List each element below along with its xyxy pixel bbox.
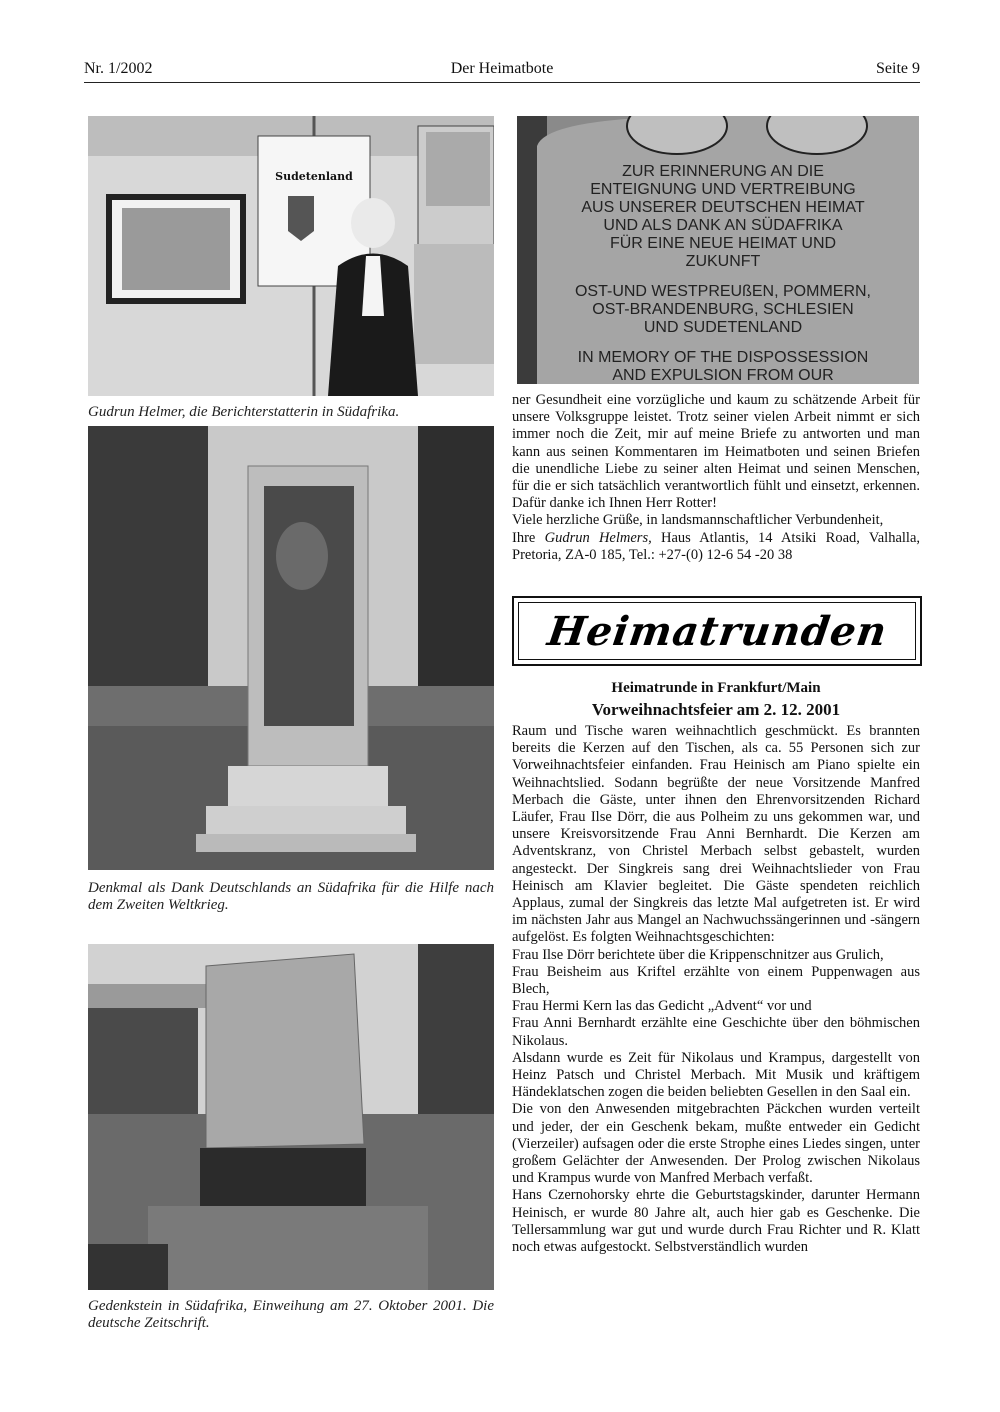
caption-monument: Denkmal als Dank Deutschlands an Südafrika für die Hilfe nach dem Zweiten Weltkrieg. (88, 880, 494, 913)
inscription-line: ZUR ERINNERUNG AN DIE (622, 163, 824, 180)
inscription-text (517, 116, 919, 384)
article-heading: Heimatrunde in Frankfurt/Main (611, 680, 821, 696)
photo-monument (88, 426, 494, 870)
photo-gudrun-helmer (88, 116, 494, 396)
inscription-line: OST-BRANDENBURG, SCHLESIEN (592, 301, 854, 318)
inscription-line: AND EXPULSION FROM OUR (612, 367, 834, 384)
inscription-line: OST-UND WESTPREUßEN, POMMERN, (574, 283, 872, 300)
page-number: Seite 9 (876, 60, 920, 77)
banner-title: Heimatrunden (544, 607, 890, 655)
inscription-line: UND SUDETENLAND (643, 319, 803, 336)
inscription-line: AUS UNSERER DEUTSCHEN HEIMAT (581, 199, 865, 216)
article-paragraph: Frau Ilse Dörr berichtete über die Krippenschnitzer aus Grulich, (512, 946, 884, 963)
inscription-line: IN MEMORY OF THE DISPOSSESSION (577, 349, 869, 366)
article-subheading: Vorweihnachtsfeier am 2. 12. 2001 (591, 700, 841, 719)
inscription-line: ZUKUNFT (685, 253, 761, 270)
section-banner (512, 596, 922, 666)
inscription-line: UND ALS DANK AN SÜDAFRIKA (603, 217, 843, 234)
photo-inscription (517, 116, 919, 384)
publication-title: Der Heimatbote (450, 60, 554, 77)
inscription-line: ENTEIGNUNG UND VERTREIBUNG (590, 181, 856, 198)
inscription-line: FÜR EINE NEUE HEIMAT UND (609, 235, 837, 252)
letter-text (512, 392, 920, 564)
issue-number: Nr. 1/2002 (84, 60, 153, 77)
letter-signature: Ihre Gudrun Helmers, Haus Atlantis, 14 Atsiki Road, Valhalla, Pretoria, ZA-0 185, Tel.: +27-(0) 12-6 54 -20 38 (512, 529, 920, 563)
article-paragraph: Frau Beisheim aus Kriftel erzählte von einem Puppenwagen aus Blech, (512, 963, 920, 998)
caption-gudrun-helmer: Gudrun Helmer, die Berichterstatterin in Südafrika. (88, 404, 400, 420)
letter-paragraph: ner Gesundheit eine vorzügliche und kaum zu schätzende Arbeit für unsere Volksgruppe leistet. Trotz seiner vielen Arbeit nimmt er sich immer noch die Zeit, mir auf meine Briefe zu antworten und man kann aus seinen Kommentaren im Heimatboten und seinen Briefen die unendliche Liebe zu seiner alten Heimat und seinen Menschen, für die er sich tatsächlich verantwortlich fühlt und einsetzt, erkennen. Dafür danke ich Ihnen Herr Rotter! (512, 392, 920, 512)
article-paragraph: Die von den Anwesenden mitgebrachten Päckchen wurden verteilt und jeder, der ein Geschenk bekam, mußte entweder ein Gedicht (Vierzeiler) aufsagen oder die erste Strophe eines Liedes singen, unter großem Gelächter der Anwesenden. Der Prolog zwischen Nikolaus und Krampus wurde von Manfred Merbach verfaßt. (512, 1101, 920, 1187)
signature-name: Gudrun Helmers, (544, 529, 652, 546)
article-paragraph: Hans Czernohorsky ehrte die Geburtstagskinder, darunter Hermann Heinisch, er wurde 80 Jahre alt, auch hier gab es Geschenke. Die Tellersammlung war gut und wurde durch Frau Richter und R. Klatt noch etwas aufgestockt. Selbstverständlich wurden (512, 1187, 920, 1256)
article-paragraph: Alsdann wurde es Zeit für Nikolaus und Krampus, dargestellt von Heinz Patsch und Christel Merbach. Mit Musik und kräftigem Händeklatschen zogen die beiden beliebten Gesellen in den Saal ein. (512, 1049, 920, 1101)
article-paragraph: Frau Hermi Kern las das Gedicht „Advent“ vor und (512, 998, 812, 1015)
article-paragraph: Frau Anni Bernhardt erzählte eine Geschichte über den böhmischen Nikolaus. (512, 1015, 920, 1049)
page-header (84, 60, 920, 83)
photo-memorial-stone (88, 944, 494, 1290)
article-paragraph: Raum und Tische waren weihnachtlich geschmückt. Es brannten bereits die Kerzen auf den Tischen, als ca. 55 Personen sich zur Vorweihnachtsfeier einfanden. Frau Heinisch am Piano spielte ein Weihnachtslied. Sodann begrüßte der neue Vorsitzende Manfred Merbach die Gäste, unter ihnen den Ehrenvorsitzenden Richard Läufer, Frau Ilse Dörr, die aus Polheim zu uns gekommen war, und unsere Kreisvorsitzende Frau Anni Bernhardt. Die Kerzen am Adventskranz, von Christel Merbach selbst gebastelt, wurden angesteckt. Der Singkreis sang drei Weihnachtslieder von Frau Heinisch am Klavier begleitet. Die Gäste spendeten reichlich Applaus, zumal der Singkreis das letzte Mal aufgetreten ist. Er wird im nächsten Jahr aus Mangel an Nachwuchssängerinnen und -sängern aufgelöst. Es folgten Weihnachtsgeschichten: (512, 723, 920, 946)
caption-memorial-stone: Gedenkstein in Südafrika, Einweihung am 27. Oktober 2001. Die deutsche Zeitschrift. (88, 1298, 494, 1331)
article-body (512, 723, 920, 1256)
banner-label: Sudetenland (275, 170, 353, 183)
letter-paragraph: Viele herzliche Grüße, in landsmannschaftlicher Verbundenheit, (512, 512, 884, 529)
